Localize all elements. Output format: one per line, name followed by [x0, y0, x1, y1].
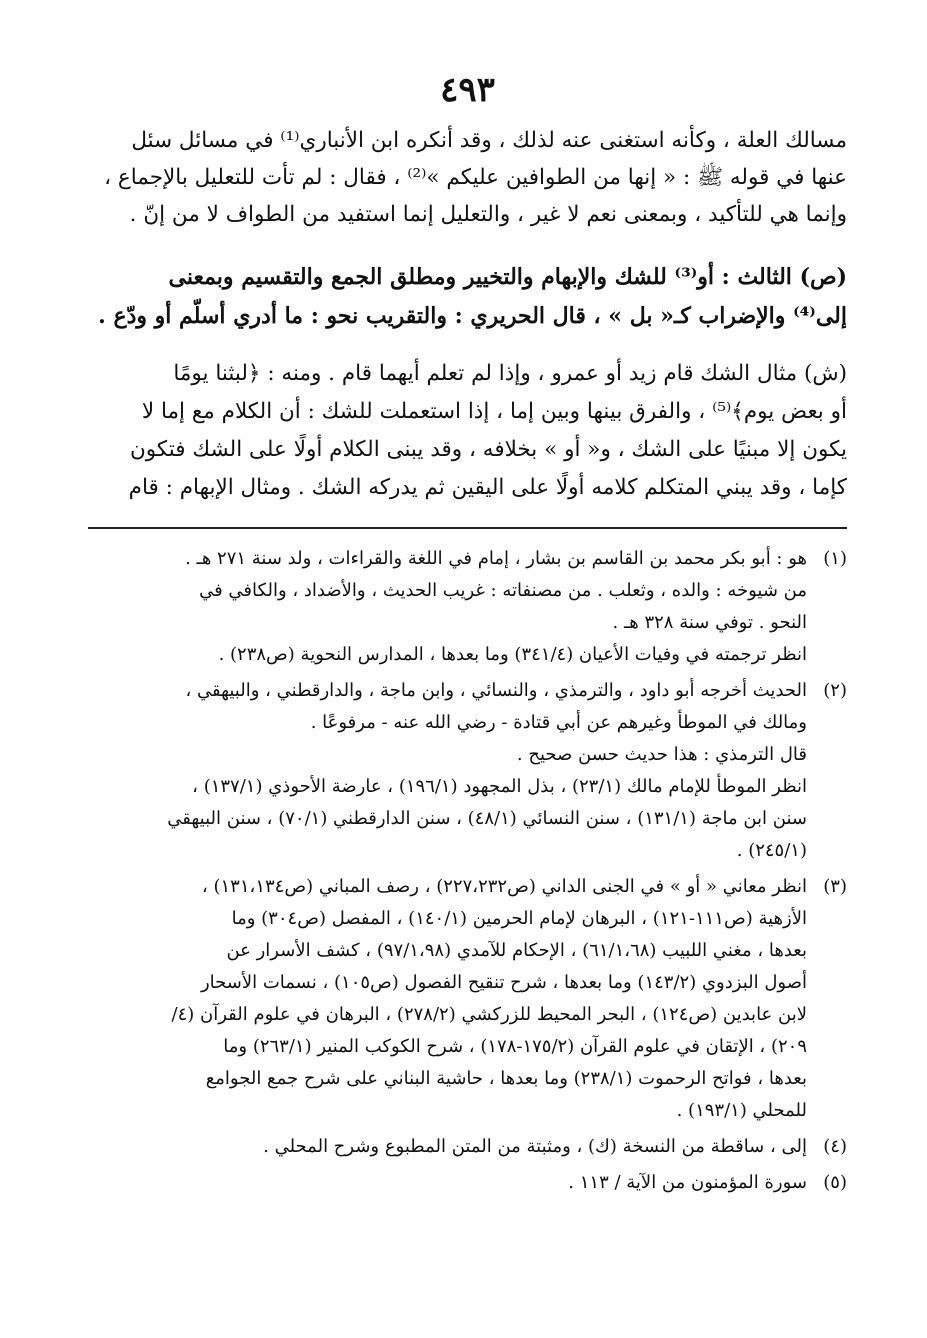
- footnote-line: للمحلي (١٩٣/١) .: [676, 1100, 807, 1121]
- footnote-line: سنن ابن ماجة (١٣١/١) ، سنن النسائي (٤٨/١) ، سنن الدارقطني (٧٠/١) ، سنن البيهقي: [167, 808, 807, 829]
- footnote-line: قال الترمذي : هذا حديث حسن صحيح .: [516, 744, 807, 765]
- footnote-line: سورة المؤمنون من الآية / ١١٣ .: [568, 1172, 807, 1193]
- footnote-line: هو : أبو بكر محمد بن القاسم بن بشار ، إمام في اللغة والقراءات ، ولد سنة ٢٧١ هـ .: [185, 548, 807, 569]
- sharh-line: أو بعض يوم﴾⁽⁵⁾ ، والفرق بينها وبين إما ، إذا استعملت للشك : أن الكلام مع إما لا: [141, 399, 847, 424]
- footnote-3: [88, 871, 847, 1127]
- footnote-line: ٢٠٩) ، الإتقان في علوم القرآن (١٧٥/٢-١٧٨) ، شرح الكوكب المنير (٢٦٣/١) وما: [223, 1036, 807, 1057]
- footnote-separator: [88, 527, 847, 529]
- footnote-2: [88, 675, 847, 867]
- footnote-line: الأزهية (ص١١١-١٢١) ، البرهان لإمام الحرمين (١٤٠/١) ، المفصل (ص٣٠٤) وما: [231, 908, 807, 929]
- footnote-1: [88, 543, 847, 671]
- intro-paragraph: [88, 122, 847, 233]
- sharh-line: (ش) مثال الشك قام زيد أو عمرو ، وإذا لم تعلم أيهما قام . ومنه : ﴿لبثنا يومًا: [173, 361, 847, 386]
- footnote-number: (٣): [823, 876, 847, 897]
- matn-line: (ص) الثالث : أو⁽³⁾ للشك والإبهام والتخيير ومطلق الجمع والتقسيم وبمعنى: [168, 264, 847, 290]
- sharh-line: كإما ، وقد يبني المتكلم كلامه أولًا على اليقين ثم يدركه الشك . ومثال الإبهام : قام: [128, 475, 847, 500]
- footnote-number: (٤): [823, 1136, 847, 1157]
- footnote-line: انظر ترجمته في وفيات الأعيان (٣٤١/٤) وما بعدها ، المدارس النحوية (ص٢٣٨) .: [218, 644, 807, 665]
- footnote-line: انظر معاني « أو » في الجنى الداني (ص٢٢٧،٢٣٢) ، رصف المباني (ص١٣١،١٣٤) ،: [201, 876, 807, 897]
- footnote-4: [88, 1131, 847, 1163]
- footnote-line: بعدها ، مغني اللبيب (٦١/١،٦٨) ، الإحكام للآمدي (٩٧/١،٩٨) ، كشف الأسرار عن: [226, 940, 807, 961]
- matn-line: إلى⁽⁴⁾ والإضراب كـ« بل » ، قال الحريري : والتقريب نحو : ما أدري أسلّم أو ودّع .: [98, 303, 847, 329]
- footnote-line: النحو . توفي سنة ٣٢٨ هـ .: [612, 612, 807, 633]
- footnote-line: إلى ، ساقطة من النسخة (ك) ، ومثبتة من المتن المطبوع وشرح المحلي .: [263, 1136, 807, 1157]
- footnotes: [88, 543, 847, 1203]
- sharh-line: يكون إلا مبنيًا على الشك ، و« أو » بخلافه ، وقد يبنى الكلام أولًا على الشك فتكون: [129, 437, 847, 462]
- footnote-number: (٢): [823, 680, 847, 701]
- footnote-5: [88, 1167, 847, 1199]
- sharh-paragraph: [88, 355, 847, 507]
- footnote-number: (١): [823, 548, 847, 569]
- footnote-line: ومالك في الموطأ وغيرهم عن أبي قتادة - رضي الله عنه - مرفوعًا .: [310, 712, 807, 733]
- footnote-line: بعدها ، فواتح الرحموت (٢٣٨/١) وما بعدها ، حاشية البناني على شرح جمع الجوامع: [205, 1068, 807, 1089]
- footnote-number: (٥): [823, 1172, 847, 1193]
- text-line: وإنما هي للتأكيد ، وبمعنى نعم لا غير ، والتعليل إنما استفيد من الطواف لا من إنّ .: [129, 202, 847, 227]
- footnote-line: الحديث أخرجه أبو داود ، والترمذي ، والنسائي ، وابن ماجة ، والدارقطني ، والبيهقي ،: [185, 680, 807, 701]
- footnote-line: انظر الموطأ للإمام مالك (٢٣/١) ، بذل المجهود (١٩٦/١) ، عارضة الأحوذي (١٣٧/١) ،: [192, 776, 807, 797]
- page-number: ٤٩٣: [440, 70, 495, 110]
- footnote-line: من شيوخه : والده ، وثعلب . من مصنفاته : غريب الحديث ، والأضداد ، والكافي في: [199, 580, 807, 601]
- text-line: مسالك العلة ، وكأنه استغنى عنه لذلك ، وقد أنكره ابن الأنباري⁽¹⁾ في مسائل سئل: [131, 128, 847, 153]
- matn-paragraph: [88, 258, 847, 336]
- footnote-line: لابن عابدين (ص١٢٤) ، البحر المحيط للزركشي (٢٧٨/٢) ، البرهان في علوم القرآن (٤/: [171, 1004, 807, 1025]
- footnote-line: (٢٤٥/١) .: [736, 840, 807, 861]
- text-line: عنها في قوله ﷺ : « إنها من الطوافين عليكم »⁽²⁾ ، فقال : لم تأت للتعليل بالإجماع ،: [104, 165, 847, 190]
- footnote-line: أصول البزدوي (١٤٣/٢) وما بعدها ، شرح تنقيح الفصول (ص١٠٥) ، نسمات الأسحار: [200, 972, 807, 993]
